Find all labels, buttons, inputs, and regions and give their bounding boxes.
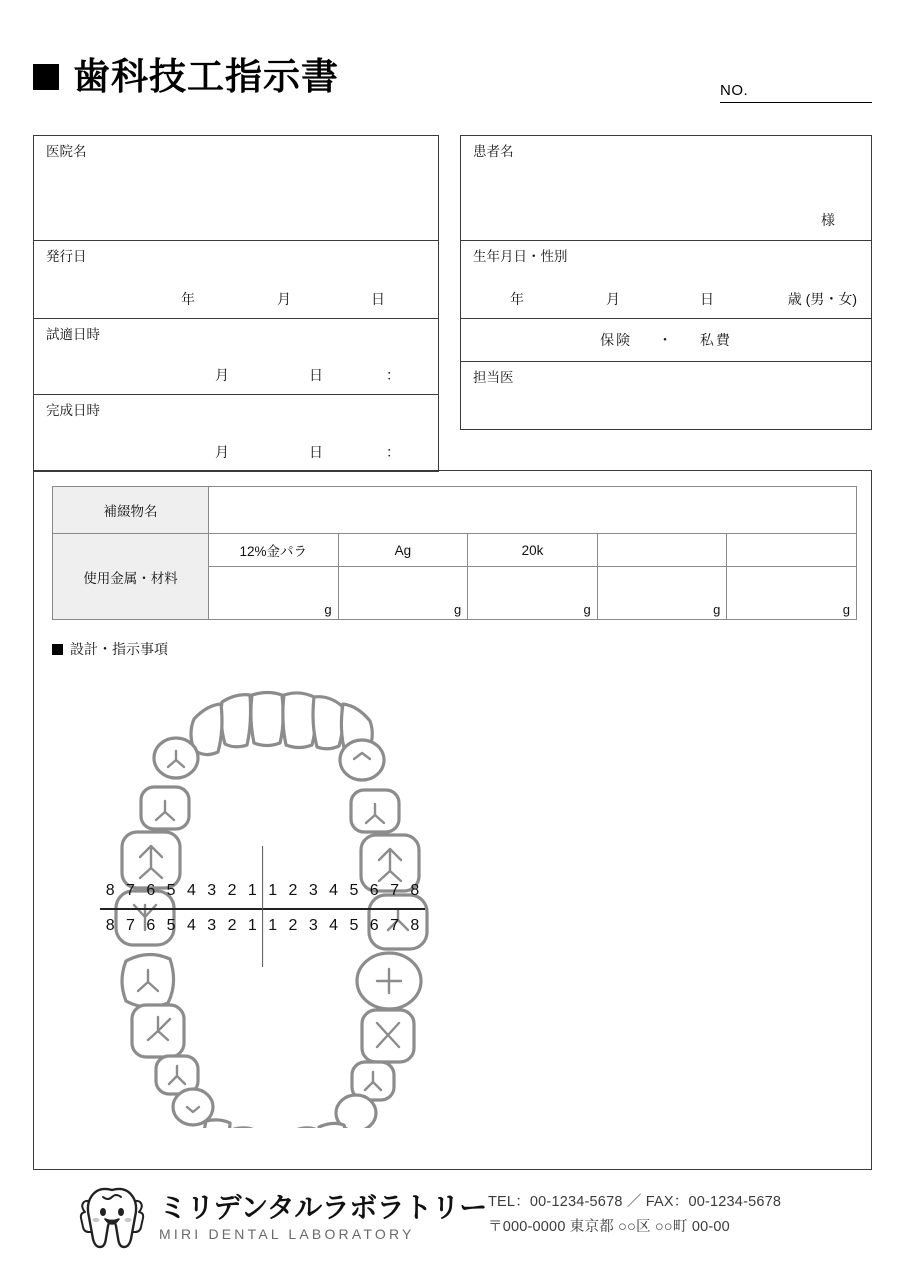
material-name-cell-4[interactable] [597, 534, 727, 567]
tooth-number[interactable]: 1 [268, 881, 278, 899]
tooth-lower-canine-left [319, 1123, 347, 1128]
tooth-number[interactable]: 1 [247, 881, 257, 899]
birthdate-gender-cell[interactable] [461, 241, 871, 319]
page-header [33, 58, 872, 118]
company-logo [73, 1186, 487, 1250]
material-value-cell-3[interactable] [468, 567, 598, 620]
tooth-upper-lateral-left [313, 697, 343, 749]
mascot-cheek-left [93, 1218, 100, 1222]
material-unit-3: g [583, 602, 591, 617]
issue-year-unit: 年 [181, 291, 195, 307]
tooth-number[interactable]: 3 [207, 916, 217, 934]
tooth-mascot-icon [73, 1186, 151, 1250]
page-title [33, 58, 339, 95]
payment-insurance-option[interactable]: 保険 [600, 332, 633, 348]
tooth-number[interactable]: 4 [186, 916, 196, 934]
tryin-datetime-label: 試適日時 [46, 327, 100, 342]
tooth-lower-canine-right [203, 1120, 230, 1128]
material-table [52, 486, 857, 620]
payment-type-cell[interactable] [461, 319, 871, 362]
issue-day-unit: 日 [371, 291, 385, 307]
lower-anterior-group [203, 1120, 347, 1128]
material-value-cell-2[interactable] [338, 567, 468, 620]
document-number-field[interactable] [720, 82, 872, 103]
patient-name-cell[interactable] [461, 136, 871, 241]
material-value-cell-4[interactable] [597, 567, 727, 620]
tooth-number[interactable]: 2 [288, 916, 298, 934]
tooth-number[interactable]: 6 [369, 916, 379, 934]
tooth-number[interactable]: 5 [349, 881, 359, 899]
tooth-number[interactable]: 4 [329, 881, 339, 899]
prosthesis-value-cell[interactable] [209, 487, 857, 534]
birth-year-unit: 年 [510, 291, 524, 307]
tryin-month-unit: 月 [215, 367, 229, 383]
mascot-eye-left [100, 1208, 106, 1216]
tooth-number[interactable]: 5 [349, 916, 359, 934]
logo-name-english: MIRI DENTAL LABORATORY [159, 1225, 415, 1242]
payment-type-options [461, 330, 871, 350]
document-number-label: NO. [720, 82, 749, 99]
design-section-heading [52, 639, 168, 659]
contact-address: 〒000-0000 東京都 ○○区 ○○町 00-00 [488, 1218, 730, 1235]
age-gender-unit: 歳 (男・女) [787, 291, 857, 307]
tooth-number[interactable]: 7 [390, 916, 399, 934]
tooth-number[interactable]: 8 [105, 881, 115, 899]
tooth-upper-central-right [251, 693, 283, 746]
birthdate-inputs [461, 289, 857, 309]
material-name-row [53, 534, 857, 567]
tooth-number[interactable]: 6 [146, 881, 156, 899]
birth-day-unit: 日 [700, 291, 714, 307]
lower-left-quadrant[interactable] [263, 918, 426, 934]
tooth-number[interactable]: 1 [268, 916, 278, 934]
tooth-number[interactable]: 2 [227, 916, 237, 934]
finish-datetime-label: 完成日時 [46, 403, 100, 418]
tooth-number[interactable]: 8 [410, 916, 420, 934]
issue-date-label: 発行日 [46, 249, 87, 264]
prosthesis-label-cell: 補綴物名 [53, 487, 209, 534]
material-unit-4: g [713, 602, 721, 617]
material-value-cell-5[interactable] [727, 567, 857, 620]
upper-right-quadrant[interactable] [100, 883, 263, 899]
logo-name-japanese: ミリデンタルラボラトリー [159, 1192, 487, 1224]
material-name-cell-3[interactable]: 20k [468, 534, 598, 567]
issue-month-unit: 月 [277, 291, 291, 307]
page-title-text: 歯科技工指示書 [73, 56, 339, 97]
tooth-upper-central-left [283, 693, 316, 748]
tooth-number[interactable]: 2 [288, 881, 298, 899]
prosthesis-row [53, 487, 857, 534]
design-section-title: 設計・指示事項 [70, 641, 168, 657]
tryin-datetime-inputs [34, 365, 424, 385]
tooth-number[interactable]: 5 [166, 881, 176, 899]
tooth-number[interactable]: 7 [126, 881, 135, 899]
tooth-chart-vertical-divider [262, 846, 264, 967]
tooth-number[interactable]: 6 [369, 881, 379, 899]
tooth-number[interactable]: 2 [227, 881, 237, 899]
lower-right-quadrant[interactable] [100, 918, 263, 934]
material-unit-1: g [324, 602, 332, 617]
finish-month-unit: 月 [215, 444, 229, 460]
tooth-number[interactable]: 7 [126, 916, 135, 934]
material-unit-5: g [842, 602, 850, 617]
tooth-number[interactable]: 1 [247, 916, 257, 934]
clinic-info-box [33, 135, 439, 472]
tooth-number[interactable]: 3 [207, 881, 217, 899]
attending-doctor-cell[interactable] [461, 362, 871, 429]
birthdate-gender-label: 生年月日・性別 [473, 249, 568, 264]
patient-info-box [460, 135, 872, 430]
material-unit-2: g [453, 602, 462, 617]
tryin-time-separator: ： [386, 367, 400, 383]
issue-date-cell[interactable] [34, 241, 438, 319]
tooth-number[interactable]: 8 [410, 881, 420, 899]
tooth-number[interactable]: 3 [308, 881, 318, 899]
upper-left-quadrant[interactable] [263, 883, 426, 899]
clinic-name-cell[interactable] [34, 136, 438, 241]
patient-name-label: 患者名 [473, 144, 514, 159]
tooth-number[interactable]: 4 [186, 881, 196, 899]
square-bullet-icon [33, 64, 59, 90]
material-name-cell-5[interactable] [727, 534, 857, 567]
mascot-cheek-right [125, 1218, 132, 1222]
issue-date-inputs [34, 289, 424, 309]
tooth-number[interactable]: 7 [390, 881, 399, 899]
material-name-cell-1[interactable]: 12%金パラ [209, 534, 339, 567]
tryin-datetime-cell[interactable] [34, 319, 438, 395]
mascot-eye-right [118, 1208, 124, 1216]
tooth-upper-premolar1-left [340, 740, 384, 780]
finish-day-unit: 日 [309, 444, 323, 460]
tooth-number[interactable]: 5 [166, 916, 176, 934]
tryin-day-unit: 日 [309, 367, 323, 383]
patient-honorific: 様 [821, 212, 835, 228]
finish-datetime-cell[interactable] [34, 395, 438, 471]
tooth-number-grid[interactable] [100, 873, 425, 943]
main-content-frame [33, 470, 872, 1170]
birth-month-unit: 月 [606, 291, 620, 307]
finish-datetime-inputs [34, 442, 424, 462]
material-name-cell-2[interactable]: Ag [338, 534, 468, 567]
tooth-number[interactable]: 8 [105, 916, 115, 934]
materials-label-cell: 使用金属・材料 [53, 534, 209, 620]
material-value-cell-1[interactable] [209, 567, 339, 620]
tooth-upper-lateral-right [221, 695, 251, 747]
finish-time-separator: ： [386, 444, 400, 460]
page-footer [33, 1186, 872, 1256]
contact-tel-fax: TEL：00-1234-5678 ／ FAX：00-1234-5678 [488, 1194, 782, 1210]
payment-separator: ・ [658, 332, 674, 348]
square-bullet-icon [52, 644, 63, 655]
tooth-number[interactable]: 3 [308, 916, 318, 934]
tooth-number[interactable]: 4 [329, 916, 339, 934]
tooth-number[interactable]: 6 [146, 916, 156, 934]
payment-private-option[interactable]: 私費 [699, 332, 732, 348]
attending-doctor-label: 担当医 [473, 370, 514, 385]
logo-text [159, 1193, 487, 1242]
contact-info [488, 1190, 781, 1239]
clinic-name-label: 医院名 [46, 144, 87, 159]
